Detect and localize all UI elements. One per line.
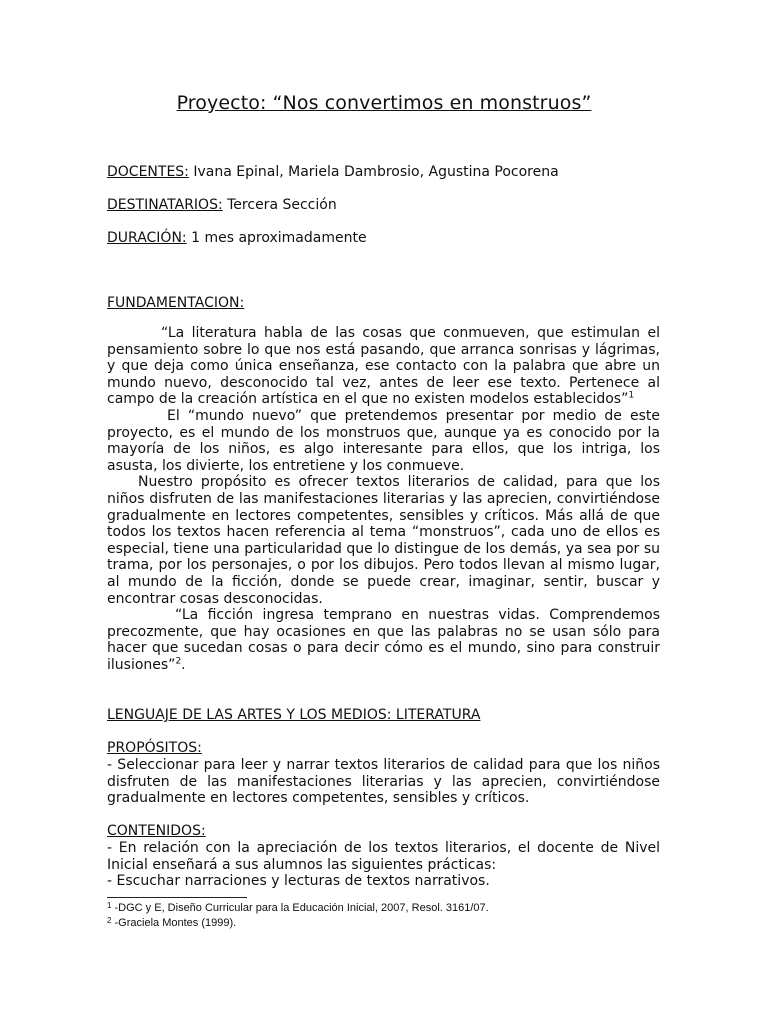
contenidos-heading: CONTENIDOS: xyxy=(107,823,206,839)
footnote-2 xyxy=(107,917,236,930)
page-title: Proyecto: “Nos convertimos en monstruos” xyxy=(176,92,592,114)
footnote-2-text: -Graciela Montes (1999). xyxy=(111,917,237,929)
destinatarios-line xyxy=(107,196,337,214)
footnote-1-mark: 1 xyxy=(107,901,112,910)
footnote-1 xyxy=(107,902,489,915)
docentes-label: DOCENTES: xyxy=(107,164,189,180)
duracion-label: DURACIÓN: xyxy=(107,230,187,246)
paragraph-4-end: . xyxy=(181,656,186,673)
contenidos-body xyxy=(107,840,660,890)
duracion-value: 1 mes aproximadamente xyxy=(186,230,367,246)
propositos-heading: PROPÓSITOS: xyxy=(107,740,202,756)
destinatarios-label: DESTINATARIOS: xyxy=(107,197,223,213)
fundamentacion-body xyxy=(107,325,660,673)
duracion-line xyxy=(107,229,367,247)
destinatarios-value: Tercera Sección xyxy=(222,197,337,213)
propositos-text: - Seleccionar para leer y narrar textos literarios de calidad para que los niños disfruten de las manifestaciones literarias y las aprecien, convirtiéndose gradualmente en lectores competentes, sensibles y críticos. xyxy=(107,757,660,807)
paragraph-1-text: “La literatura habla de las cosas que conmueven, que estimulan el pensamiento sobre lo que nos está pasando, que arranca sonrisas y lágrimas, y que deja como única enseñanza, ese contacto con la palabra que abre un mundo nuevo, desconocido tal vez, antes de leer ese texto. Pertenece al campo de la creación artística en el que no existen modelos establecidos” xyxy=(107,325,660,408)
footnote-1-text: -DGC y E, Diseño Curricular para la Educación Inicial, 2007, Resol. 3161/07. xyxy=(111,902,489,914)
fundamentacion-paragraph-3: Nuestro propósito es ofrecer textos literarios de calidad, para que los niños disfruten de las manifestaciones literarias y las aprecien, convirtiéndose gradualmente en lectores competentes, sensibles y críticos. Más allá de que todos los textos hacen referencia al tema “monstruos”, cada uno de ellos es especial, tiene una particularidad que lo distingue de los demás, ya sea por su trama, por los personajes, o por los dibujos. Pero todos llevan al mismo lugar, al mundo de la ficción, donde se puede crear, imaginar, sentir, buscar y encontrar cosas desconocidas. xyxy=(107,474,660,607)
fundamentacion-paragraph-2: El “mundo nuevo” que pretendemos presentar por medio de este proyecto, es el mundo de los monstruos que, aunque ya es conocido por la mayoría de los niños, es algo interesante para ellos, que los intriga, los asusta, los divierte, los entretiene y los conmueve. xyxy=(107,407,660,474)
lenguaje-heading: LENGUAJE DE LAS ARTES Y LOS MEDIOS: LITERATURA xyxy=(107,707,481,723)
propositos-body xyxy=(107,757,660,807)
paragraph-4-text: “La ficción ingresa temprano en nuestras vidas. Comprendemos precozmente, que hay ocasiones en que las palabras no se usan sólo para hacer que sucedan cosas o para decir cómo es el mundo, sino para construir ilusiones” xyxy=(107,607,660,673)
contenidos-text-2: - Escuchar narraciones y lecturas de textos narrativos. xyxy=(107,873,490,890)
footnote-ref-1: 1 xyxy=(628,390,635,401)
fundamentacion-paragraph-4 xyxy=(107,607,660,673)
fundamentacion-paragraph-1 xyxy=(107,325,660,408)
footnote-2-mark: 2 xyxy=(107,916,112,925)
docentes-line xyxy=(107,163,559,181)
docentes-value: Ivana Epinal, Mariela Dambrosio, Agustina Pocorena xyxy=(188,164,559,180)
contenidos-text-1: - En relación con la apreciación de los textos literarios, el docente de Nivel Inicial enseñará a sus alumnos las siguientes prácticas: xyxy=(107,840,660,873)
footnote-separator xyxy=(107,897,247,898)
fundamentacion-heading: FUNDAMENTACION: xyxy=(107,295,245,311)
footnote-ref-2: 2 xyxy=(175,656,182,667)
